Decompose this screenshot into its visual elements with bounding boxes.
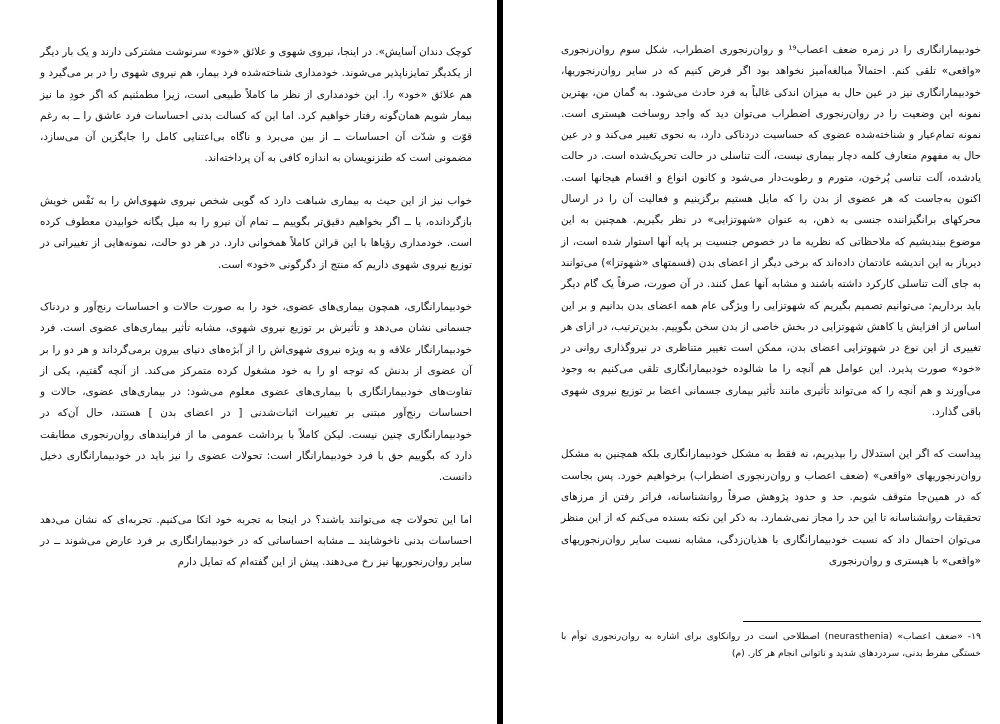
- left-paragraph-3: خودبیمارانگاری، همچون بیماری‌های عضوی، خود را به صورت حالات و احساسات رنج‌آور و دردناک جسمانی نشان می‌دهد و تأثیرش بر توزیع نیروی شهوی، مشابه تأثیر بیماری‌های عضوی است. فرد خودبیمارانگار علاقه و به ویژه نیروی شهوی‌اش را از آبژه‌های دنیای بیرون برمی‌گرداند و هر دو را بر آن عضوی از بدنش که توجه او را به خود مشغول کرده متمرکز می‌کند. از آنچه گفتیم، یکی از تفاوت‌های خودبیمارانگاری با بیماری‌های عضوی معلوم می‌شود: در بیماری‌های عضوی، حالات و احساسات رنج‌آور مبتنی بر تغییرات اثبات‌شدنی [ در اعضای بدن ] هستند، حال آن‌که در خودبیمارانگاری چنین نیست. لیکن کاملاً با برداشت عمومی ما از فرایندهای روان‌رنجوری مطابقت دارد که بگوییم حق با فرد خودبیمارانگار است: تحولات عضوی را نیز باید در خودبیمارانگاری دخیل دانست.: [40, 300, 472, 484]
- footnote-19: ۱۹- «ضعف اعصاب» (neurasthenia) اصطلاحی است در روانکاوی برای اشاره به روان‌رنجوری توأم با خستگی مفرط بدنی، سردردهای شدید و ناتوانی انجام هر کار. (م): [561, 631, 981, 659]
- right-page-text: [561, 40, 981, 572]
- left-paragraph-4: اما این تحولات چه می‌توانند باشند؟ در اینجا به تجربه خود اتکا می‌کنیم. تجربه‌ای که نشان می‌دهد احساسات بدنی ناخوشایند ــ مشابه احساساتی که در خودبیمارانگاری بر فرد عارض می‌شوند ــ در سایر روان‌رنجوریها نیز رخ می‌دهند. پیش از این گفته‌ام که تمایل دارم: [40, 513, 472, 569]
- left-page: [0, 0, 497, 724]
- left-page-text: [40, 42, 472, 574]
- footnote-separator: [743, 621, 981, 622]
- left-paragraph-1: کوچک دندان آسایش». در اینجا، نیروی شهوی و علائق «خود» سرنوشت مشترکی دارند و یک بار دیگر از یکدیگر تمایزناپذیر می‌شوند. خودمداری شناخته‌شده فرد بیمار، هم نیروی شهوی را در بر می‌گیرد و هم علائق «خود» را. این خودمداری از نظر ما کاملاً طبیعی است، زیرا مطمئنیم که اگر خودِ ما نیز بیمار شویم همان‌گونه رفتار خواهیم کرد. اما این که کسالت بدنی احساسات فرد عاشق را ــ به رغم قوّت و شدّت آن احساسات ــ از بین می‌برد و ناگاه بی‌اعتنایی کامل را جایگزین آن می‌سازد، مضمونی است که طنزنویسان به اندازه کافی به آن پرداخته‌اند.: [40, 46, 472, 165]
- right-paragraph-2: پیداست که اگر این استدلال را بپذیریم، نه فقط به مشکل خودبیمارانگاری بلکه همچنین به مشکل روان‌رنجوریهای «واقعی» (ضعف اعصاب و روان‌رنجوری اضطراب) برخواهیم خورد. پس بجاست که در همین‌جا متوقف شویم. حد و حدود پژوهش صرفاً روانشناسانه، فراتر رفتن از مرزهای تحقیقات روانشناسانه تا این حد را مجاز نمی‌شمارد. به ذکر این نکته بسنده می‌کنم که از این منظر می‌توان احتمال داد که نسبت خودبیمارانگاری با هذیان‌زدگی، مشابه نسبت سایر روان‌رنجوریهای «واقعی» با هیستری و روان‌رنجوری: [561, 448, 981, 567]
- right-page: [503, 0, 1000, 724]
- right-paragraph-1: خودبیمارانگاری را در زمره ضعف اعصاب¹⁹ و روان‌رنجوری اضطراب، شکل سوم روان‌رنجوری «واقعی» تلقی کنم. احتمالاً مبالغه‌آمیز نخواهد بود اگر فرض کنیم که در سایر روان‌رنجوریها، خودبیمارانگاری نیز در عین حال به میزان اندکی غالباً به فرد حادث می‌شود. به گمان من، بهترین نمونه این وضعیت را در روان‌رنجوری اضطراب می‌توان دید که واجد روساخت هیستری است. نمونه تمام‌عیار و شناخته‌شده عضوی که حساسیت دردناکی دارد، به نحوی تغییر می‌کند و در عین حال به مفهوم متعارف کلمه دچار بیماری نیست، آلت تناسلی در حالت تحریک‌شده است. در حالت یادشده، آلت تناسی پُرخون، متورم و رطوبت‌دار می‌شود و کانون انواع و اقسام هیجانها است. اکنون به‌جاست که هر عضوی از بدن را که مایل هستیم برگزینیم و فعالیت آن را در ارسال محرکهای برانگیزاننده جنسی به ذهن، به عنوان «شهوتزایی» در نظر بگیریم. همچنین به این موضوع بیندیشیم که ملاحظاتی که نظریه ما در خصوص جنسیت بر پایه آنها استوار شده است، از دیرباز به این اندیشه عادتمان داده‌اند که برخی دیگر از اعضای بدن (قسمتهای «شهوتزا») می‌توانند به جای آلت تناسلی کارکرد داشته باشند و مشابه آنها عمل کنند. در آن صورت، صرفاً یک گام دیگر باید برداریم: می‌توانیم تصمیم بگیریم که شهوتزایی را ویژگی عام همه اعضای بدن بدانیم و بر این اساس از افزایش یا کاهش شهوتزایی در بخش خاصی از بدن سخن بگوییم. بدین‌ترتیب، در ازای هر تغییری از این نوع در شهوتزایی اعضای بدن، ممکن است تغییر متناظری در نیروگذاری روانی در «خود» صورت پذیرد. این عوامل هم آنچه را ما شالوده خودبیمارانگاری تلقی می‌کنیم به وجود می‌آورند و هم آنچه را که می‌تواند تأثیری مانند تأثیر بیماری جسمانی اعضا بر توزیع نیروی شهوی باقی گذارد.: [561, 44, 981, 419]
- left-paragraph-2: خواب نیز از این حیث به بیماری شباهت دارد که گویی شخص نیروی شهوی‌اش را به نَفْس خویش بازگردانده، یا ــ اگر بخواهیم دقیق‌تر بگوییم ــ تمام آن نیرو را به میل یگانه خوابیدن معطوف کرده است. خودمداری رؤیاها با این قرائن کاملاً همخوانی دارد. در هر دو حالت، نمونه‌هایی از تغییراتی در توزیع نیروی شهوی داریم که منتج از دگرگونی «خود» است.: [40, 194, 472, 271]
